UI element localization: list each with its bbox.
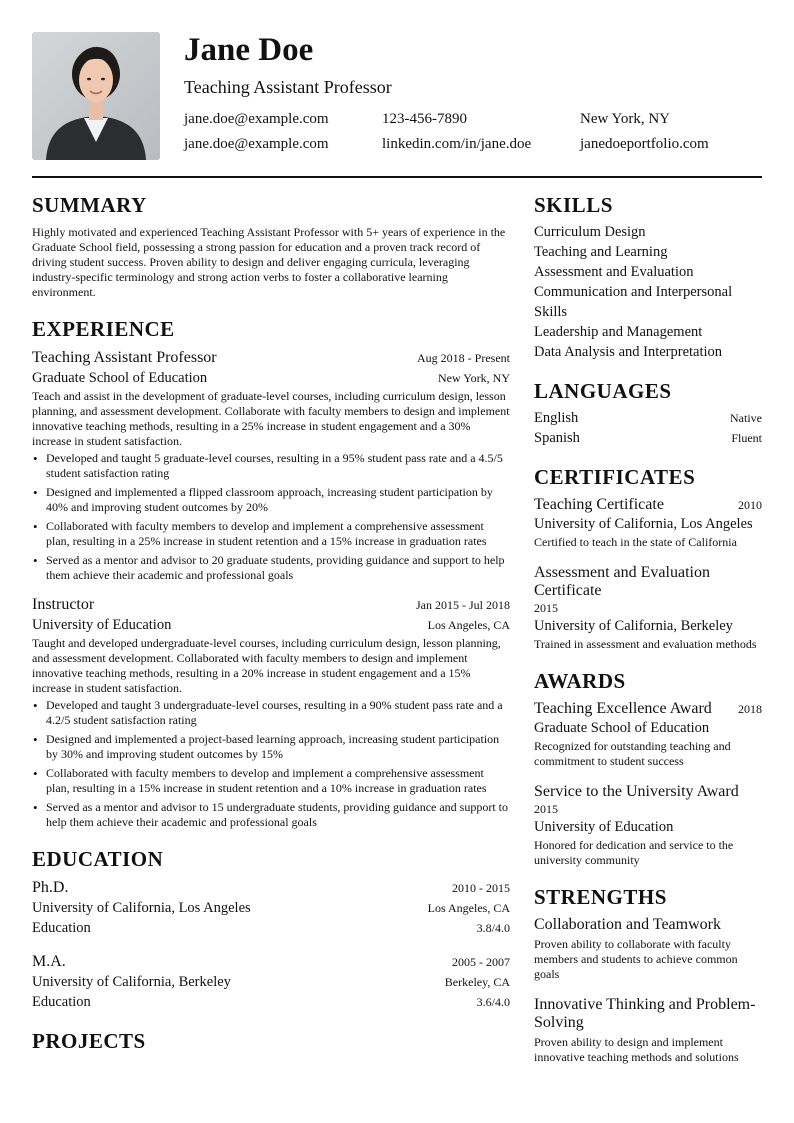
summary-text: Highly motivated and experienced Teaching Assistant Professor with 5+ years of experience in the Graduate School field, possessing a strong passion for education and a proven track record of driving student success. Proven ability to design and deliver engaging curricula, leveraging industry-specific terminology and strong action verbs to foster a collaborative learning environment. (32, 225, 506, 299)
contact-linkedin[interactable]: linkedin.com/in/jane.doe (382, 136, 532, 152)
job-bullet: • Designed and implemented a project-based learning approach, increasing student participation by 30% and improving student outcomes by 15% (32, 732, 510, 762)
skill-item: Curriculum Design (534, 224, 646, 240)
job-title: Instructor (32, 596, 95, 613)
experience-entry (32, 348, 510, 583)
education-section (32, 846, 510, 1012)
summary-heading: SUMMARY (32, 193, 147, 217)
degree: M.A. (32, 953, 66, 970)
language-level: Native (730, 411, 762, 425)
language-row (534, 428, 762, 448)
job-description: Taught and developed undergraduate-level courses, including curriculum design, lesson planning, and assessment development. Collaborated with faculty members to design and implement innovative teaching methods, resulting in a 20% increase in student engagement and a 15% increase in student satisfaction. (32, 636, 501, 695)
skill-item: Assessment and Evaluation (534, 264, 694, 280)
awards-heading: AWARDS (534, 669, 626, 693)
field-of-study: Education (32, 920, 91, 936)
job-location: Los Angeles, CA (427, 618, 510, 632)
skill-item: Data Analysis and Interpretation (534, 344, 723, 360)
school-name: University of California, Berkeley (32, 974, 231, 990)
certificate-year: 2015 (534, 601, 558, 615)
strength-note: Proven ability to design and implement innovative teaching methods and solutions (534, 1035, 739, 1064)
gpa: 3.8/4.0 (476, 921, 510, 935)
award-year: 2018 (738, 702, 762, 716)
job-bullet: • Collaborated with faculty members to develop and implement a comprehensive assessment plan, resulting in a 15% increase in student retention and a 10% increase in graduation rates (32, 766, 510, 796)
skill-item: Teaching and Learning (534, 244, 668, 260)
education-entry (32, 952, 510, 1012)
job-bullet: • Served as a mentor and advisor to 15 undergraduate students, providing guidance and support to help them achieve their academic and professional goals (32, 800, 510, 830)
certificate-name: Assessment and Evaluation Certificate (534, 564, 710, 599)
award-note: Recognized for outstanding teaching and commitment to student success (534, 739, 731, 768)
award-name: Service to the University Award (534, 783, 739, 800)
award-note: Honored for dedication and service to the university community (534, 838, 734, 867)
left-column (32, 192, 510, 1070)
job-bullet: • Developed and taught 3 undergraduate-level courses, resulting in a 90% student pass rate and a 4.2/5 student satisfaction rating (32, 698, 510, 728)
strengths-section (534, 884, 762, 1065)
job-bullet: • Developed and taught 5 graduate-level courses, resulting in a 95% student pass rate and a 4.5/5 student satisfaction rating (32, 451, 510, 481)
language-name: English (534, 410, 579, 426)
skills-section (534, 192, 762, 362)
certificate-entry (534, 496, 762, 550)
summary-section (32, 192, 510, 300)
strength-entry (534, 916, 762, 982)
job-description: Teach and assist in the development of graduate-level courses, including curriculum design, lesson planning, and assessment development. Collaborate with faculty members to design and implement innovative teaching methods, resulting in a 25% increase in student engagement and a 30% increase in student satisfaction. (32, 389, 510, 448)
job-organization: Graduate School of Education (32, 370, 208, 386)
job-dates: Jan 2015 - Jul 2018 (416, 598, 510, 612)
language-level: Fluent (731, 431, 762, 445)
award-entry (534, 783, 762, 868)
education-entry (32, 878, 510, 938)
language-row (534, 408, 762, 428)
profile-photo (32, 32, 160, 160)
certificates-heading: CERTIFICATES (534, 465, 696, 489)
award-organization: University of Education (534, 819, 674, 835)
certificate-note: Trained in assessment and evaluation methods (534, 637, 757, 651)
projects-section (32, 1028, 510, 1054)
school-name: University of California, Los Angeles (32, 900, 251, 916)
strength-name: Collaboration and Teamwork (534, 916, 721, 933)
experience-entry (32, 595, 510, 830)
skill-item: Leadership and Management (534, 324, 703, 340)
award-name: Teaching Excellence Award (534, 700, 712, 717)
contact-email[interactable]: jane.doe@example.com (184, 111, 329, 127)
job-title: Teaching Assistant Professor (32, 349, 217, 366)
education-dates: 2010 - 2015 (452, 881, 510, 895)
contact-phone[interactable]: 123-456-7890 (382, 111, 467, 127)
field-of-study: Education (32, 994, 91, 1010)
job-location: New York, NY (437, 371, 510, 385)
education-heading: EDUCATION (32, 847, 164, 871)
certificate-year: 2010 (738, 498, 762, 512)
languages-heading: LANGUAGES (534, 379, 672, 403)
strength-note: Proven ability to collaborate with faculty members and students to achieve common goals (534, 937, 738, 981)
languages-section (534, 378, 762, 448)
projects-heading: PROJECTS (32, 1029, 146, 1053)
award-organization: Graduate School of Education (534, 720, 710, 736)
job-bullet: • Collaborated with faculty members to develop and implement a comprehensive assessment plan, resulting in a 25% increase in student retention and a 15% increase in graduation rates (32, 519, 510, 549)
award-year: 2015 (534, 802, 558, 816)
job-bullets (32, 451, 510, 583)
degree: Ph.D. (32, 879, 69, 896)
candidate-name: Jane Doe (184, 32, 314, 68)
school-location: Berkeley, CA (444, 975, 510, 989)
certificate-issuer: University of California, Los Angeles (534, 516, 753, 532)
certificate-entry (534, 564, 762, 652)
strength-name: Innovative Thinking and Problem-Solving (534, 996, 756, 1031)
gpa: 3.6/4.0 (476, 995, 510, 1009)
contact-location: New York, NY (580, 111, 671, 127)
award-entry (534, 700, 762, 769)
job-bullet: • Designed and implemented a flipped classroom approach, increasing student participation by 40% and improving student outcomes by 20% (32, 485, 510, 515)
job-dates: Aug 2018 - Present (417, 351, 510, 365)
candidate-title: Teaching Assistant Professor (184, 77, 392, 97)
language-name: Spanish (534, 430, 580, 446)
job-bullets (32, 698, 510, 830)
job-organization: University of Education (32, 617, 172, 633)
portrait-image (32, 32, 160, 160)
header-divider (32, 176, 762, 178)
school-location: Los Angeles, CA (427, 901, 510, 915)
skill-item: Communication and Interpersonal Skills (534, 284, 733, 320)
strength-entry (534, 996, 762, 1065)
certificates-section (534, 464, 762, 652)
contact-email-secondary[interactable]: jane.doe@example.com (184, 136, 329, 152)
experience-section (32, 316, 510, 830)
certificate-issuer: University of California, Berkeley (534, 618, 733, 634)
contact-portfolio[interactable]: janedoeportfolio.com (580, 136, 709, 152)
skills-heading: SKILLS (534, 193, 613, 217)
job-bullet: • Served as a mentor and advisor to 20 graduate students, providing guidance and support to help them achieve their academic and professional goals (32, 553, 510, 583)
right-column (534, 192, 762, 1081)
strengths-heading: STRENGTHS (534, 885, 667, 909)
certificate-note: Certified to teach in the state of California (534, 535, 737, 549)
awards-section (534, 668, 762, 868)
certificate-name: Teaching Certificate (534, 496, 664, 513)
education-dates: 2005 - 2007 (452, 955, 510, 969)
experience-heading: EXPERIENCE (32, 317, 175, 341)
